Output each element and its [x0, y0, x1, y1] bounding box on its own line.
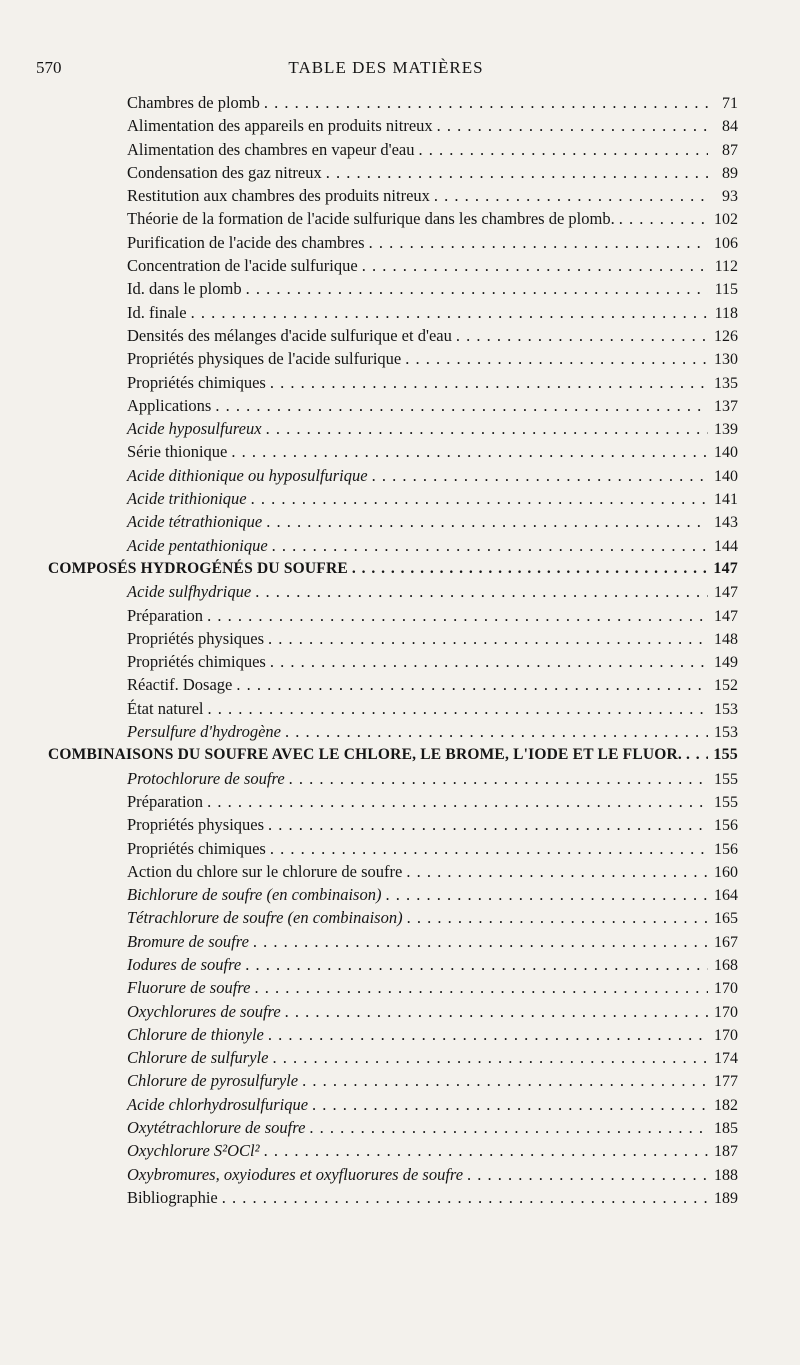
dot-leader — [309, 1116, 708, 1139]
dot-leader — [407, 906, 708, 929]
toc-entry-row — [48, 790, 738, 813]
toc-entry-label: Chlorure de thionyle — [127, 1024, 264, 1044]
toc-entry-row — [48, 627, 738, 650]
dot-leader — [270, 650, 708, 673]
toc-entry-label: État naturel — [127, 698, 204, 718]
toc-entry-row — [48, 464, 738, 487]
toc-page-number: 174 — [714, 1050, 738, 1068]
toc-page-number: 185 — [714, 1120, 738, 1138]
dot-leader — [686, 743, 708, 766]
toc-entry-label: Iodures de soufre — [127, 954, 242, 974]
toc-entry-label: Chlorure de sulfuryle — [127, 1048, 269, 1068]
toc-entry-row — [48, 207, 738, 230]
dot-leader — [456, 324, 708, 347]
toc-entry-row — [48, 1000, 738, 1023]
toc-page-number: 160 — [714, 863, 738, 881]
dot-leader — [245, 953, 708, 976]
dot-leader — [246, 277, 708, 300]
toc-entry-row — [48, 1023, 738, 1046]
dot-leader — [215, 394, 708, 417]
dot-leader — [285, 720, 708, 743]
dot-leader — [264, 1139, 708, 1162]
toc-entry-label: Oxychlorures de soufre — [127, 1001, 281, 1021]
dot-leader — [467, 1163, 708, 1186]
dot-leader — [272, 534, 708, 557]
toc-entry-label: Préparation — [127, 791, 204, 811]
dot-leader — [289, 767, 708, 790]
toc-page-number: 126 — [714, 327, 738, 345]
dot-leader — [272, 1046, 708, 1069]
dot-leader — [437, 114, 708, 137]
toc-entry-label: Propriétés physiques — [127, 628, 265, 648]
toc-entry-row — [48, 440, 738, 463]
toc-page-number: 118 — [714, 304, 738, 322]
dot-leader — [434, 184, 708, 207]
dot-leader — [405, 347, 708, 370]
toc-entry-label: COMPOSÉS HYDROGÉNÉS DU SOUFRE — [48, 559, 348, 577]
dot-leader — [362, 254, 708, 277]
toc-entry-label: Chambres de plomb — [127, 93, 260, 112]
dot-leader — [406, 860, 708, 883]
toc-entry-label: Id. dans le plomb — [127, 279, 242, 299]
toc-page-number: 141 — [714, 491, 738, 509]
toc-entry-label: Acide pentathionique — [127, 535, 268, 555]
dot-leader — [352, 557, 708, 580]
toc-entry-label: Condensation des gaz nitreux — [127, 162, 322, 182]
toc-page-number: 148 — [714, 630, 738, 648]
dot-leader — [419, 138, 709, 161]
dot-leader — [268, 813, 708, 836]
toc-entry-label: Chlorure de pyrosulfuryle — [127, 1071, 299, 1091]
toc-entry-label: Propriétés chimiques — [127, 652, 266, 672]
toc-page-number: 102 — [714, 211, 738, 229]
toc-entry-row — [48, 1069, 738, 1092]
toc-page-number: 153 — [714, 700, 738, 718]
toc-entry-row — [48, 417, 738, 440]
toc-entry-label: Action du chlore sur le chlorure de soufre — [127, 861, 403, 881]
toc-entry-row — [48, 347, 738, 370]
toc-entry-row — [48, 184, 738, 207]
page-header — [36, 58, 736, 82]
toc-entry-row — [48, 231, 738, 254]
toc-page-number: 149 — [714, 654, 738, 672]
toc-page-number: 112 — [714, 258, 738, 276]
toc-entry-label: Préparation — [127, 605, 204, 625]
dot-leader — [264, 91, 708, 114]
toc-entry-label: Bibliographie — [127, 1187, 218, 1207]
toc-page-number: 155 — [714, 793, 738, 811]
toc-page-number: 87 — [722, 141, 738, 159]
toc-entry-label: Acide sulfhydrique — [127, 582, 252, 602]
toc-page-number: 167 — [714, 933, 738, 951]
toc-entry-row — [48, 1163, 738, 1186]
toc-page-number: 147 — [714, 607, 738, 625]
toc-page-number: 140 — [714, 467, 738, 485]
toc-page-number: 143 — [714, 514, 738, 532]
dot-leader — [222, 1186, 708, 1209]
toc-entry-row — [48, 1093, 738, 1116]
dot-leader — [191, 301, 708, 324]
toc-entry-row — [48, 371, 738, 394]
toc-entry-row — [48, 930, 738, 953]
toc-entry-label: Oxybromures, oxyiodures et oxyfluorures de soufre — [127, 1164, 464, 1184]
toc-entry-row — [48, 277, 738, 300]
toc-entry-label: Propriétés physiques — [127, 815, 265, 835]
toc-entry-label: Acide tétrathionique — [127, 512, 263, 532]
toc-entry-label: Persulfure d'hydrogène — [127, 722, 281, 742]
toc-page-number: 164 — [714, 887, 738, 905]
toc-entry-label: Purification de l'acide des chambres — [127, 232, 365, 252]
toc-entry-row — [48, 1116, 738, 1139]
toc-entry-label: Réactif. Dosage — [127, 675, 233, 695]
toc-entry-label: Théorie de la formation de l'acide sulfurique dans les chambres de plomb. — [127, 209, 615, 229]
toc-entry-row — [48, 394, 738, 417]
toc-page-number: 188 — [714, 1166, 738, 1184]
toc-entry-label: Propriétés chimiques — [127, 838, 266, 858]
dot-leader — [369, 231, 708, 254]
dot-leader — [208, 697, 708, 720]
toc-entry-row — [48, 301, 738, 324]
toc-page-number: 135 — [714, 374, 738, 392]
toc-entry-row — [48, 1046, 738, 1069]
toc-entry-label: Oxychlorure S²OCl² — [127, 1141, 260, 1161]
toc-entry-row — [48, 906, 738, 929]
dot-leader — [254, 976, 708, 999]
toc-entry-row — [48, 534, 738, 557]
dot-leader — [266, 510, 708, 533]
toc-page-number: 153 — [714, 724, 738, 742]
toc-page-number: 182 — [714, 1096, 738, 1114]
toc-entry-row — [48, 813, 738, 836]
toc-entry-row — [48, 580, 738, 603]
toc-page-number: 71 — [722, 95, 738, 112]
toc-page-number: 140 — [714, 444, 738, 462]
toc-page-number: 165 — [714, 910, 738, 928]
toc-entry-row — [48, 1186, 738, 1209]
dot-leader — [285, 1000, 708, 1023]
toc-page-number: 84 — [722, 118, 738, 136]
toc-section-row — [48, 557, 738, 580]
dot-leader — [268, 627, 708, 650]
dot-leader — [372, 464, 708, 487]
toc-page-number: 189 — [714, 1189, 738, 1207]
toc-entry-label: Propriétés chimiques — [127, 372, 266, 392]
toc-entry-row — [48, 837, 738, 860]
toc-page-number: 144 — [714, 537, 738, 555]
dot-leader — [207, 604, 708, 627]
toc-entry-row — [48, 1139, 738, 1162]
dot-leader — [270, 371, 708, 394]
toc-entry-row — [48, 324, 738, 347]
dot-leader — [312, 1093, 708, 1116]
dot-leader — [266, 417, 708, 440]
toc-entry-row — [48, 138, 738, 161]
toc-entry-label: Restitution aux chambres des produits nitreux — [127, 186, 430, 206]
toc-page-number: 152 — [714, 677, 738, 695]
toc-page-number: 147 — [713, 559, 738, 577]
toc-page-number: 155 — [713, 746, 738, 764]
toc-entry-row — [48, 604, 738, 627]
toc-entry-row — [48, 953, 738, 976]
toc-entry-row — [48, 510, 738, 533]
dot-leader — [207, 790, 708, 813]
dot-leader — [255, 580, 708, 603]
toc-entry-label: Bromure de soufre — [127, 931, 249, 951]
toc-page-number: 139 — [714, 421, 738, 439]
toc-entry-label: Acide trithionique — [127, 489, 247, 509]
toc-page-number: 147 — [714, 584, 738, 602]
toc-entry-label: Id. finale — [127, 302, 187, 322]
toc-page-number: 156 — [714, 840, 738, 858]
toc-page-number: 156 — [714, 817, 738, 835]
toc-entry-row — [48, 114, 738, 137]
dot-leader — [270, 837, 708, 860]
toc-entry-label: COMBINAISONS DU SOUFRE AVEC LE CHLORE, LE BROME, L'IODE ET LE FLUOR. — [48, 746, 683, 764]
toc-entry-row — [48, 976, 738, 999]
toc-entry-row — [48, 650, 738, 673]
dot-leader — [268, 1023, 708, 1046]
toc-page-number: 170 — [714, 1003, 738, 1021]
toc-page-number: 170 — [714, 1026, 738, 1044]
toc-page-number: 130 — [714, 351, 738, 369]
toc-entry-label: Bichlorure de soufre (en combinaison) — [127, 885, 382, 905]
toc-entry-label: Acide dithionique ou hyposulfurique — [127, 465, 368, 485]
toc-entry-row — [48, 767, 738, 790]
dot-leader — [236, 673, 708, 696]
toc-entry-label: Densités des mélanges d'acide sulfurique et d'eau — [127, 325, 452, 345]
toc-page-number: 170 — [714, 980, 738, 998]
toc-entry-row — [48, 720, 738, 743]
toc-entry-label: Alimentation des appareils en produits nitreux — [127, 116, 433, 136]
toc-page-number: 168 — [714, 956, 738, 974]
toc-entry-label: Acide chlorhydrosulfurique — [127, 1094, 309, 1114]
dot-leader — [302, 1069, 708, 1092]
page-title: TABLE DES MATIÈRES — [288, 58, 484, 77]
page-number: 570 — [36, 58, 62, 77]
toc-entry-label: Acide hyposulfureux — [127, 419, 262, 439]
toc-entry-row — [48, 860, 738, 883]
toc-entry-row — [48, 254, 738, 277]
toc-entry-row — [48, 161, 738, 184]
dot-leader — [619, 207, 708, 230]
dot-leader — [326, 161, 708, 184]
toc-page-number: 115 — [714, 281, 738, 299]
dot-leader — [231, 440, 708, 463]
toc-entry-label: Protochlorure de soufre — [127, 768, 285, 788]
dot-leader — [251, 487, 708, 510]
toc-entry-label: Oxytétrachlorure de soufre — [127, 1118, 306, 1138]
dot-leader — [385, 883, 708, 906]
toc-entry-row — [48, 697, 738, 720]
toc-section-row — [48, 743, 738, 766]
toc-page-number: 187 — [714, 1143, 738, 1161]
table-of-contents — [48, 91, 738, 1209]
toc-entry-label: Concentration de l'acide sulfurique — [127, 256, 358, 276]
toc-page-number: 93 — [722, 188, 738, 206]
toc-page-number: 155 — [714, 770, 738, 788]
toc-entry-label: Tétrachlorure de soufre (en combinaison) — [127, 908, 403, 928]
toc-entry-row — [48, 487, 738, 510]
toc-page-number: 177 — [714, 1073, 738, 1091]
toc-entry-label: Applications — [127, 395, 212, 415]
toc-page-number: 89 — [722, 164, 738, 182]
toc-page-number: 106 — [714, 234, 738, 252]
toc-entry-label: Série thionique — [127, 442, 228, 462]
toc-entry-row — [48, 91, 738, 114]
toc-entry-label: Alimentation des chambres en vapeur d'eau — [127, 139, 415, 159]
toc-entry-label: Fluorure de soufre — [127, 978, 251, 998]
toc-entry-row — [48, 883, 738, 906]
dot-leader — [253, 930, 708, 953]
toc-entry-row — [48, 673, 738, 696]
toc-page-number: 137 — [714, 397, 738, 415]
toc-entry-label: Propriétés physiques de l'acide sulfurique — [127, 349, 402, 369]
